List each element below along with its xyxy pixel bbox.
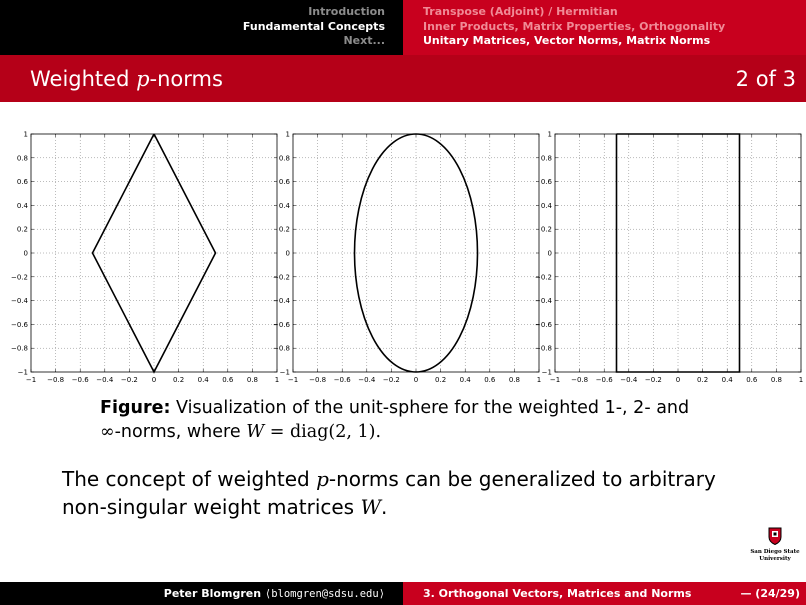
two-norm-ytick-label-4: −0.2 bbox=[273, 273, 290, 282]
two-norm-xtick-label-8: 0.6 bbox=[484, 376, 496, 384]
one-norm-xtick-label-9: 0.8 bbox=[246, 376, 258, 384]
inf-norm-ytick-label-2: −0.6 bbox=[535, 320, 552, 329]
two-norm-ytick-label-0: −1 bbox=[279, 368, 290, 377]
one-norm-ytick-label-10: 1 bbox=[23, 130, 28, 139]
inf-norm-ytick-label-4: −0.2 bbox=[535, 273, 552, 282]
plot-inf-norm-svg bbox=[535, 122, 804, 387]
inf-norm-xtick-label-3: −0.4 bbox=[620, 376, 638, 384]
one-norm-xtick-label-1: −0.8 bbox=[47, 376, 65, 384]
caption-line2: -norms, where bbox=[114, 422, 247, 442]
slide-footer bbox=[0, 582, 806, 605]
one-norm-ytick-label-6: 0.2 bbox=[16, 225, 28, 234]
two-norm-ytick-label-6: 0.2 bbox=[278, 225, 290, 234]
inf-norm-xtick-label-7: 0.4 bbox=[721, 376, 733, 384]
body-variable-p: p bbox=[316, 467, 329, 491]
footer-author: Peter Blomgren bbox=[163, 587, 262, 600]
nav-item-inner-products[interactable]: Inner Products, Matrix Properties, Orthogonality bbox=[423, 19, 726, 33]
one-norm-xtick-label-2: −0.6 bbox=[71, 376, 89, 384]
one-norm-xtick-label-10: 1 bbox=[274, 376, 280, 384]
two-norm-xtick-label-1: −0.8 bbox=[309, 376, 327, 384]
university-logo bbox=[748, 527, 802, 569]
plot-1-norm bbox=[11, 122, 280, 387]
caption-line1: Visualization of the unit-sphere for the weighted 1-, 2- and bbox=[170, 398, 690, 418]
two-norm-xtick-label-9: 0.8 bbox=[508, 376, 520, 384]
logo-line1: San Diego State bbox=[750, 549, 800, 555]
inf-norm-xtick-label-6: 0.2 bbox=[697, 376, 709, 384]
two-norm-ytick-label-8: 0.6 bbox=[278, 178, 290, 187]
two-norm-xtick-label-6: 0.2 bbox=[435, 376, 447, 384]
two-norm-ytick-label-3: −0.4 bbox=[273, 297, 290, 306]
nav-item-introduction[interactable]: Introduction bbox=[308, 5, 385, 18]
two-norm-ytick-label-1: −0.8 bbox=[273, 344, 290, 353]
one-norm-ytick-label-2: −0.6 bbox=[11, 320, 28, 329]
inf-norm-ytick-label-8: 0.6 bbox=[540, 178, 552, 187]
one-norm-xtick-label-7: 0.4 bbox=[197, 376, 209, 384]
inf-norm-xtick-label-0: −1 bbox=[549, 376, 561, 384]
one-norm-ytick-label-1: −0.8 bbox=[11, 344, 28, 353]
caption-diag: diag(2, 1) bbox=[289, 422, 376, 442]
one-norm-xtick-label-6: 0.2 bbox=[173, 376, 185, 384]
two-norm-ytick-label-7: 0.4 bbox=[278, 201, 290, 210]
slide-body-text bbox=[62, 465, 762, 521]
nav-sections bbox=[0, 0, 403, 55]
inf-norm-xtick-label-1: −0.8 bbox=[571, 376, 589, 384]
one-norm-xtick-label-3: −0.4 bbox=[96, 376, 114, 384]
inf-norm-ytick-label-9: 0.8 bbox=[540, 154, 552, 163]
one-norm-xtick-label-8: 0.6 bbox=[222, 376, 234, 384]
plot-2-norm-svg bbox=[273, 122, 542, 387]
title-text-post: -norms bbox=[149, 66, 223, 91]
nav-item-fundamental-concepts[interactable]: Fundamental Concepts bbox=[242, 19, 385, 33]
inf-norm-ytick-label-3: −0.4 bbox=[535, 297, 552, 306]
body-part3: . bbox=[381, 495, 388, 519]
one-norm-ytick-label-5: 0 bbox=[23, 249, 28, 258]
one-norm-ytick-label-8: 0.6 bbox=[16, 178, 28, 187]
nav-item-transpose[interactable]: Transpose (Adjoint) / Hermitian bbox=[423, 5, 618, 18]
two-norm-xtick-label-2: −0.6 bbox=[333, 376, 351, 384]
one-norm-ytick-label-9: 0.8 bbox=[16, 154, 28, 163]
caption-matrix-w: W bbox=[246, 422, 265, 442]
body-matrix-w: W bbox=[360, 495, 382, 519]
inf-norm-ytick-label-10: 1 bbox=[547, 130, 552, 139]
two-norm-xtick-label-0: −1 bbox=[287, 376, 299, 384]
two-norm-xtick-label-10: 1 bbox=[536, 376, 542, 384]
body-part1: The concept of weighted bbox=[62, 467, 317, 491]
inf-norm-ytick-label-1: −0.8 bbox=[535, 344, 552, 353]
nav-subsections bbox=[403, 0, 806, 55]
caption-equation: = diag(2, 1). bbox=[264, 422, 382, 442]
inf-norm-xtick-label-5: 0 bbox=[675, 376, 681, 384]
one-norm-xtick-label-4: −0.2 bbox=[120, 376, 138, 384]
plot-inf-norm bbox=[535, 122, 804, 387]
footer-section-block bbox=[403, 582, 806, 605]
caption-infinity-symbol: ∞ bbox=[100, 422, 115, 442]
slide-page-indicator: 2 of 3 bbox=[735, 66, 796, 91]
inf-norm-ytick-label-6: 0.2 bbox=[540, 225, 552, 234]
two-norm-ytick-label-10: 1 bbox=[285, 130, 290, 139]
one-norm-ytick-label-0: −1 bbox=[17, 368, 28, 377]
one-norm-xtick-label-5: 0 bbox=[151, 376, 157, 384]
title-text-pre: Weighted bbox=[30, 66, 137, 91]
inf-norm-ytick-label-7: 0.4 bbox=[540, 201, 552, 210]
figure-caption bbox=[100, 396, 740, 444]
footer-email[interactable]: ⟨blomgren@sdsu.edu⟩ bbox=[264, 587, 385, 600]
inf-norm-xtick-label-9: 0.8 bbox=[770, 376, 782, 384]
two-norm-xtick-label-7: 0.4 bbox=[459, 376, 471, 384]
inf-norm-ytick-label-5: 0 bbox=[547, 249, 552, 258]
two-norm-ytick-label-2: −0.6 bbox=[273, 320, 290, 329]
logo-line2: University bbox=[759, 555, 791, 562]
slide-title-bar bbox=[0, 55, 806, 102]
inf-norm-xtick-label-8: 0.6 bbox=[746, 376, 758, 384]
inf-norm-ytick-label-0: −1 bbox=[541, 368, 552, 377]
two-norm-xtick-label-5: 0 bbox=[413, 376, 419, 384]
one-norm-ytick-label-7: 0.4 bbox=[16, 201, 28, 210]
plot-1-norm-svg bbox=[11, 122, 280, 387]
inf-norm-xtick-label-4: −0.2 bbox=[644, 376, 662, 384]
slide-title bbox=[30, 67, 223, 91]
inf-norm-xtick-label-2: −0.6 bbox=[595, 376, 613, 384]
one-norm-ytick-label-4: −0.2 bbox=[11, 273, 28, 282]
title-variable: p bbox=[136, 66, 150, 91]
two-norm-ytick-label-9: 0.8 bbox=[278, 154, 290, 163]
two-norm-ytick-label-5: 0 bbox=[285, 249, 290, 258]
sdsu-shield-icon bbox=[768, 527, 782, 545]
footer-page-number: — (24/29) bbox=[740, 587, 800, 600]
footer-author-block bbox=[0, 582, 403, 605]
body-part2: -norms can be generalized to arbitrary non-singular weight matrices bbox=[62, 467, 716, 519]
nav-item-next[interactable]: Next... bbox=[343, 34, 385, 47]
one-norm-ytick-label-3: −0.4 bbox=[11, 297, 28, 306]
two-norm-xtick-label-3: −0.4 bbox=[358, 376, 376, 384]
nav-item-unitary-matrices[interactable]: Unitary Matrices, Vector Norms, Matrix Norms bbox=[423, 34, 711, 47]
one-norm-xtick-label-0: −1 bbox=[25, 376, 37, 384]
plot-2-norm bbox=[273, 122, 542, 387]
two-norm-xtick-label-4: −0.2 bbox=[382, 376, 400, 384]
top-navigation bbox=[0, 0, 806, 55]
footer-section-title[interactable]: 3. Orthogonal Vectors, Matrices and Norms bbox=[423, 587, 692, 600]
inf-norm-xtick-label-10: 1 bbox=[798, 376, 804, 384]
caption-label: Figure: bbox=[100, 398, 171, 418]
